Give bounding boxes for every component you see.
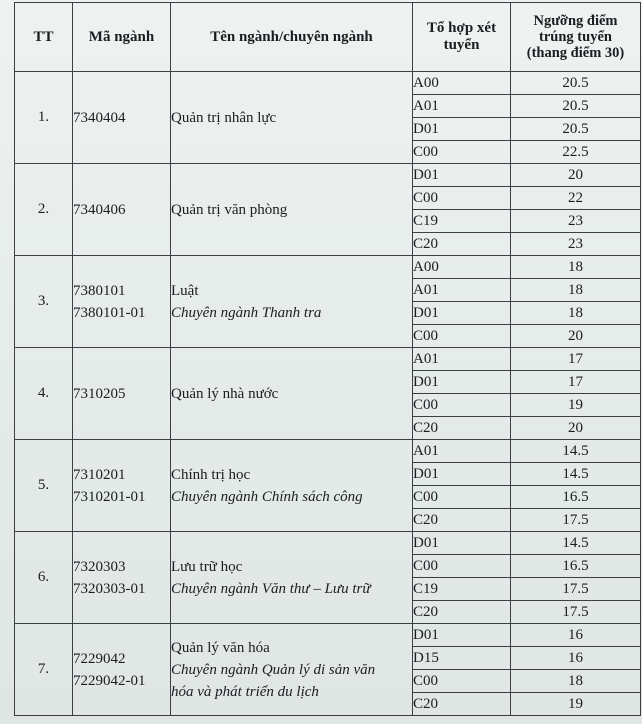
major-code-cell xyxy=(73,348,171,440)
threshold-score: 16.5 xyxy=(511,486,641,509)
subject-combination: D01 xyxy=(413,532,511,555)
subject-combination: D01 xyxy=(413,463,511,486)
row-number: 4. xyxy=(15,348,73,440)
header-score: Ngưỡng điểm trúng tuyển (thang điểm 30) xyxy=(511,3,641,72)
subject-combination: C00 xyxy=(413,486,511,509)
major-name-cell xyxy=(171,348,413,440)
subject-combination: D01 xyxy=(413,164,511,187)
major-name: Chính trị học xyxy=(171,466,251,483)
major-name-cell xyxy=(171,440,413,532)
threshold-score: 16 xyxy=(511,624,641,647)
major-name: Quản lý nhà nước xyxy=(171,385,279,402)
subject-combination: C00 xyxy=(413,394,511,417)
threshold-score: 14.5 xyxy=(511,532,641,555)
threshold-score: 19 xyxy=(511,693,641,716)
subject-combination: C00 xyxy=(413,141,511,164)
threshold-score: 18 xyxy=(511,256,641,279)
specialization-name: Chuyên ngành Quản lý di sản văn xyxy=(171,661,376,678)
table-body xyxy=(15,72,641,716)
specialization-name: Chuyên ngành Văn thư – Lưu trữ xyxy=(171,580,371,597)
major-code: 7310201-01 xyxy=(73,488,146,505)
major-name-cell xyxy=(171,164,413,256)
threshold-score: 20 xyxy=(511,325,641,348)
major-name: Quản lý văn hóa xyxy=(171,639,270,656)
threshold-score: 16.5 xyxy=(511,555,641,578)
threshold-score: 14.5 xyxy=(511,440,641,463)
threshold-score: 20.5 xyxy=(511,118,641,141)
threshold-score: 17.5 xyxy=(511,509,641,532)
table-row xyxy=(15,256,641,279)
subject-combination: C19 xyxy=(413,210,511,233)
major-code: 7340404 xyxy=(73,109,126,126)
threshold-score: 16 xyxy=(511,647,641,670)
row-number: 6. xyxy=(15,532,73,624)
subject-combination: C20 xyxy=(413,509,511,532)
major-code: 7229042-01 xyxy=(73,672,146,689)
header-tt: TT xyxy=(15,3,73,72)
subject-combination: A01 xyxy=(413,95,511,118)
row-number: 5. xyxy=(15,440,73,532)
table-row xyxy=(15,624,641,647)
subject-combination: C20 xyxy=(413,693,511,716)
subject-combination: C20 xyxy=(413,601,511,624)
subject-combination: C19 xyxy=(413,578,511,601)
subject-combination: A01 xyxy=(413,440,511,463)
subject-combination: D01 xyxy=(413,371,511,394)
threshold-score: 17 xyxy=(511,348,641,371)
major-code: 7229042 xyxy=(73,650,126,667)
major-code: 7380101-01 xyxy=(73,304,146,321)
threshold-score: 14.5 xyxy=(511,463,641,486)
threshold-score: 19 xyxy=(511,394,641,417)
major-name-cell xyxy=(171,256,413,348)
subject-combination: D01 xyxy=(413,624,511,647)
major-code-cell xyxy=(73,440,171,532)
major-code: 7340406 xyxy=(73,201,126,218)
subject-combination: D15 xyxy=(413,647,511,670)
major-code-cell xyxy=(73,72,171,164)
major-code: 7380101 xyxy=(73,282,126,299)
subject-combination: D01 xyxy=(413,118,511,141)
subject-combination: C00 xyxy=(413,670,511,693)
subject-combination: A01 xyxy=(413,348,511,371)
major-name: Luật xyxy=(171,282,199,299)
subject-combination: D01 xyxy=(413,302,511,325)
header-name: Tên ngành/chuyên ngành xyxy=(171,3,413,72)
table-row xyxy=(15,72,641,95)
major-code: 7320303 xyxy=(73,558,126,575)
row-number: 1. xyxy=(15,72,73,164)
threshold-score: 17.5 xyxy=(511,578,641,601)
major-code: 7310205 xyxy=(73,385,126,402)
row-number: 2. xyxy=(15,164,73,256)
threshold-score: 17.5 xyxy=(511,601,641,624)
header-combo: Tổ hợp xét tuyển xyxy=(413,3,511,72)
subject-combination: A00 xyxy=(413,72,511,95)
major-code: 7310201 xyxy=(73,466,126,483)
threshold-score: 17 xyxy=(511,371,641,394)
major-code-cell xyxy=(73,256,171,348)
threshold-score: 22.5 xyxy=(511,141,641,164)
major-name: Quản trị văn phòng xyxy=(171,201,288,218)
subject-combination: C00 xyxy=(413,187,511,210)
threshold-score: 20 xyxy=(511,417,641,440)
subject-combination: C00 xyxy=(413,555,511,578)
major-name-cell xyxy=(171,532,413,624)
table-row xyxy=(15,532,641,555)
threshold-score: 18 xyxy=(511,670,641,693)
major-name: Lưu trữ học xyxy=(171,558,243,575)
row-number: 3. xyxy=(15,256,73,348)
threshold-score: 20.5 xyxy=(511,95,641,118)
table-row xyxy=(15,348,641,371)
subject-combination: C20 xyxy=(413,233,511,256)
specialization-name: Chuyên ngành Chính sách công xyxy=(171,488,363,505)
subject-combination: A00 xyxy=(413,256,511,279)
major-name: Quản trị nhân lực xyxy=(171,109,277,126)
subject-combination: C00 xyxy=(413,325,511,348)
specialization-name: hóa và phát triển du lịch xyxy=(171,683,319,700)
threshold-score: 23 xyxy=(511,210,641,233)
major-code: 7320303-01 xyxy=(73,580,146,597)
specialization-name: Chuyên ngành Thanh tra xyxy=(171,304,322,321)
major-code-cell xyxy=(73,532,171,624)
major-name-cell xyxy=(171,624,413,716)
threshold-score: 18 xyxy=(511,279,641,302)
admission-score-table xyxy=(14,2,641,716)
header-row xyxy=(15,3,641,72)
major-code-cell xyxy=(73,624,171,716)
header-code: Mã ngành xyxy=(73,3,171,72)
table-row xyxy=(15,440,641,463)
subject-combination: C20 xyxy=(413,417,511,440)
threshold-score: 20 xyxy=(511,164,641,187)
threshold-score: 20.5 xyxy=(511,72,641,95)
row-number: 7. xyxy=(15,624,73,716)
threshold-score: 22 xyxy=(511,187,641,210)
subject-combination: A01 xyxy=(413,279,511,302)
table-row xyxy=(15,164,641,187)
major-name-cell xyxy=(171,72,413,164)
threshold-score: 23 xyxy=(511,233,641,256)
threshold-score: 18 xyxy=(511,302,641,325)
major-code-cell xyxy=(73,164,171,256)
